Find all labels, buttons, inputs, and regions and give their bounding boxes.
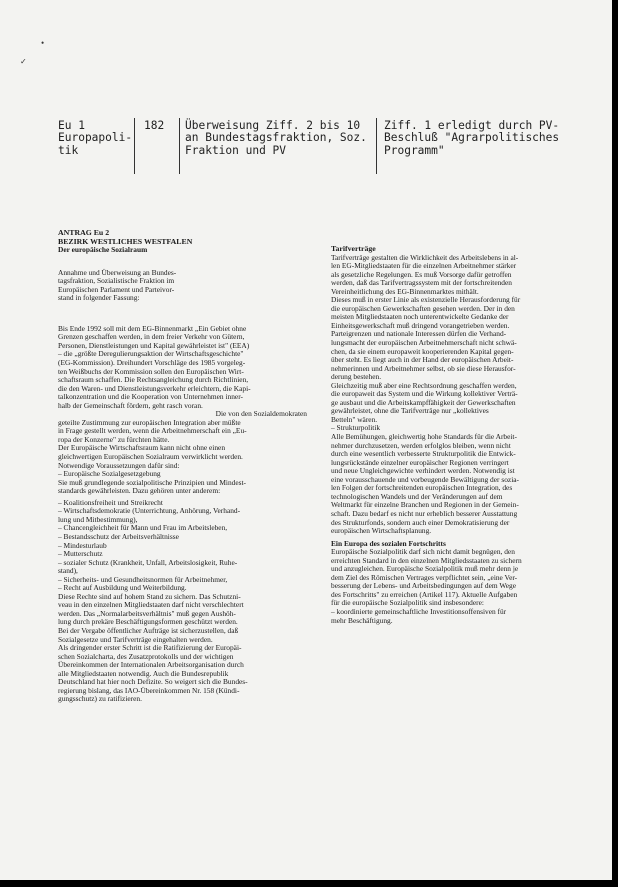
text-line: die europäischen Gewerkschaften gesehen werden. Der in den [331,303,515,313]
text-line: nehmerinnen und Arbeitnehmer selbst, ob sie diese Herausfor- [331,363,516,373]
header-divider-1 [134,118,135,174]
header-referral: Überweisung Ziff. 2 bis 10 an Bundestagsfraktion, Soz. Fraktion und PV [185,119,367,157]
list-item: – Recht auf Ausbildung und Weiterbildung. [58,583,187,593]
tarif-heading: Tarifverträge [331,244,376,253]
header-number: 182 [144,119,165,132]
text-line: derung bestehen. [331,372,382,382]
text-line: erreichten Standard in den einzelnen Mitgliedsstaaten zu sichern [331,555,522,565]
text-line: für die europäische Sozialpolitik sind insbesondere: [331,598,484,608]
right-column [331,245,581,625]
text-line: Grenzen geschaffen werden, in dem freier Verkehr von Gütern, [58,332,245,342]
text-line: werden. Das „Normalarbeitsverhältnis" muß gegen Aushöh- [58,608,236,618]
text-line: – koordinierte gemeinschaftliche Investitionsoffensiven für [331,606,507,616]
rights-list [58,499,307,593]
text-line: Notwendige Voraussetzungen dafür sind: [58,460,180,470]
text-line: schen Sozialcharta, des Zusatzprotokolls und der wichtigen [58,651,234,661]
text-line: lung durch prekäre Beschäftigungsformen geschützt werden. [58,617,238,627]
text-line: schaft. Dazu bedarf es nicht nur erheblich besserer Ausstattung [331,508,518,518]
text-line: als gesetzliche Regelungen. Es muß Vorsorge dafür getroffen [331,269,512,279]
text-line: chen, da sie einem europaweit kooperierenden Kapital gegen- [331,346,514,356]
text-line: Betteln" wären. [331,414,378,424]
text-line: (EG-Kommission). Dreihundert Vorschläge des 1985 vorgeleg- [58,358,246,368]
text-line: Die von den Sozialdemokraten [215,409,307,419]
text-line: eine vorausschauende und vorbeugende Bewältigung der sozia- [331,474,519,484]
list-item: – Bestandsschutz der Arbeitsverhältnisse [58,531,179,541]
text-line: technologischen Wandels und der Veränderungen auf dem [331,491,503,501]
text-line: Der Europäische Wirtschaftsraum kann nicht ohne einen [58,443,226,453]
list-item: – Wirtschaftsdemokratie (Unterrichtung, Anhörung, Verhand- [58,506,241,516]
text-line: veau in den einzelnen Mitgliedstaaten darf nicht verschlechtert [58,600,244,610]
text-line: schaftsraum schaffen. Die Rechtsangleichung durch Richtlinien, [58,375,249,385]
text-line: – Europäische Sozialgesetzgebung [58,469,161,479]
left-column [58,229,307,704]
text-line: Alle Bemühungen, gleichwertig hohe Standards für die Arbeit- [331,432,517,442]
list-item: – Mindesturlaub [58,540,107,550]
intro-line: tagsfraktion, Sozialistische Fraktion im [58,276,175,286]
text-line: lungsmacht der europäischen Arbeitnehmerschaft nicht schwä- [331,338,517,348]
list-item: – Koalitionsfreiheit und Streikrecht [58,497,163,507]
text-line: und neue Ungleichgewichte verhindert werden. Notwendig ist [331,466,515,476]
list-item: – Sicherheits- und Gesundheitsnormen für Arbeitnehmer, [58,574,228,584]
intro-line: Annahme und Überweisung an Bundes- [58,267,177,277]
text-line: mehr Beschäftigung. [331,615,393,625]
subject-heading: Der europäische Sozialraum [58,245,148,255]
text-line: gewährleistet, ohne die Tarifverträge nur „kollektives [331,406,489,416]
text-line: meisten Mitgliedstaaten noch unterentwickelte Gedanke der [331,312,509,322]
text-line: Gleichzeitig muß aber eine Rechtsordnung geschaffen werden, [331,380,517,390]
text-line: Übereinkommen der Internationalen Arbeitsorganisation durch [58,660,244,670]
text-line: – die „größte Deregulierungsaktion der Wirtschaftsgeschichte" [58,349,244,359]
text-line: talkonzentration und die Kooperation von Unternehmen inner- [58,392,243,402]
antrag-label: ANTRAG Eu 2 [58,228,110,237]
header-resolution: Ziff. 1 erledigt durch PV- Beschluß "Agrarpolitisches Programm" [384,119,560,157]
text-line: halb der Gemeinschaft fördern, geht rasch voran. [58,400,203,410]
text-line: nehmer durchzusetzen, werden erfolglos bleiben, wenn nicht [331,440,511,450]
header-divider-2 [179,118,180,174]
text-line: Europäische Sozialpolitik darf sich nicht damit begnügen, den [331,547,515,557]
text-line: Sie muß grundlegende sozialpolitische Prinzipien und Mindest- [58,477,247,487]
paragraph-3 [58,593,307,704]
text-line: Personen, Dienstleistungen und Kapital gewährleistet ist" (EEA) [58,340,250,350]
header-code: Eu 1 Europapoli- tik [58,119,133,157]
text-line: besserung der Lebens- und Arbeitsbedingungen auf dem Wege [331,581,517,591]
corner-tick-mark: ✓ [20,57,27,66]
text-line: len Folgen der fortschreitenden europäischen Integration, des [331,483,513,493]
text-line: die den Waren- und Dienstleistungsverkehr erleichtern, die Kapi- [58,383,251,393]
text-line: des Strukturfonds, sondern auch einer Demokratisierung der [331,517,510,527]
text-line: ropa der Konzerne" zu fürchten hätte. [58,434,170,444]
text-line: gleichwertigen Europäischen Sozialraum verwirklicht werden. [58,452,243,462]
tarif-paragraph [331,254,581,536]
text-line: über steht. Es liegt auch in der Hand der europäischen Arbeit- [331,355,514,365]
text-line: standards gewährleisten. Dazu gehören unter anderem: [58,486,221,496]
text-line: durch eine wesentlich verbesserte Strukturpolitik die Entwick- [331,449,516,459]
text-line: des Fortschritts" zu erreichen (Artikel 117). Aktuelle Aufgaben [331,589,518,599]
text-line: Einheitsgewerkschaft muß dringend vorangetrieben werden. [331,320,510,330]
text-line: ge ausbaut und die Arbeitskampffähigkeit der Gewerkschaften [331,397,516,407]
text-line: in Frage gestellt werden, wenn die Arbeitnehmerschaft ein „Eu- [58,426,247,436]
text-line: Sozialgesetze und Tarifverträge eingehalten werden. [58,634,213,644]
fortschritt-heading: Ein Europa des sozialen Fortschritts [331,538,446,548]
text-line: gungsschutz) zu ratifizieren. [58,694,142,704]
text-line: Deutschland hat hier noch Defizite. So weigert sich die Bundes- [58,677,248,687]
text-line: regierung bislang, das IAO-Übereinkommen Nr. 158 (Kündi- [58,685,240,695]
list-item: stand), [58,566,78,576]
text-line: lungsrückstände einzelner europäischer Regionen verringert [331,457,509,467]
text-line: Parteigrenzen und nationale Interessen dürfen die Verhand- [331,329,507,339]
text-line: Vereinheitlichung des EG-Binnenmarktes mithält. [331,286,479,296]
list-item: – Mutterschutz [58,549,103,559]
text-line: len EG-Mitgliedstaaten für die einzelnen Arbeitnehmer stärker [331,261,517,271]
paragraph-2 [58,419,307,496]
text-line: und anzugleichen. Europäische Sozialpolitik muß mehr denn je [331,564,519,574]
fortschritt-paragraph [331,548,581,625]
text-line: Tarifverträge gestalten die Wirklichkeit des Arbeitslebens in al- [331,252,519,262]
text-line: europäischen Wirtschaftsplanung. [331,526,432,536]
text-line: – Strukturpolitik [331,423,381,433]
text-line: Weltmarkt für einzelne Branchen und Regionen in der Gemein- [331,500,519,510]
text-line: Bei der Vergabe öffentlicher Aufträge ist sicherzustellen, daß [58,625,239,635]
paragraph-1 [58,325,307,419]
list-item: lung und Mitbestimmung), [58,514,138,524]
list-item: – Chancengleichheit für Mann und Frau im Arbeitsleben, [58,523,228,533]
list-item: – sozialer Schutz (Krankheit, Unfall, Arbeitslosigkeit, Ruhe- [58,557,238,567]
intro-block [58,269,183,303]
text-line: Als dringender erster Schritt ist die Ratifizierung der Europäi- [58,643,242,653]
header-divider-3 [376,118,377,174]
text-line: alle Mitgliedstaaten notwendig. Auch die Bundesrepublik [58,668,229,678]
text-line: Dieses muß in erster Linie als existenzielle Herausforderung für [331,295,521,305]
text-line: dem Ziel des Römischen Vertrages verpflichtet sein, „eine Ver- [331,572,518,582]
text-line: Diese Rechte sind auf hohem Stand zu sichern. Das Schutzni- [58,591,241,601]
text-line: geteilte Zustimmung zur europäischen Integration aber müßte [58,417,241,427]
intro-line: stand in folgender Fassung: [58,293,140,303]
bezirk-label: BEZIRK WESTLICHES WESTFALEN [58,236,193,246]
text-line: die europaweit das System und die Wirkung kollektiver Verträ- [331,389,518,399]
text-line: Bis Ende 1992 soll mit dem EG-Binnenmarkt „Ein Gebiet ohne [58,323,247,333]
text-line: werden, daß das Tarifvertragssystem mit der fortschreitenden [331,278,512,288]
intro-line: Europäischen Parlament und Parteivor- [58,284,175,294]
corner-dot-mark: • [41,38,45,48]
text-line: ten Weißbuchs der Kommission sollen den Europäischen Wirt- [58,366,244,376]
